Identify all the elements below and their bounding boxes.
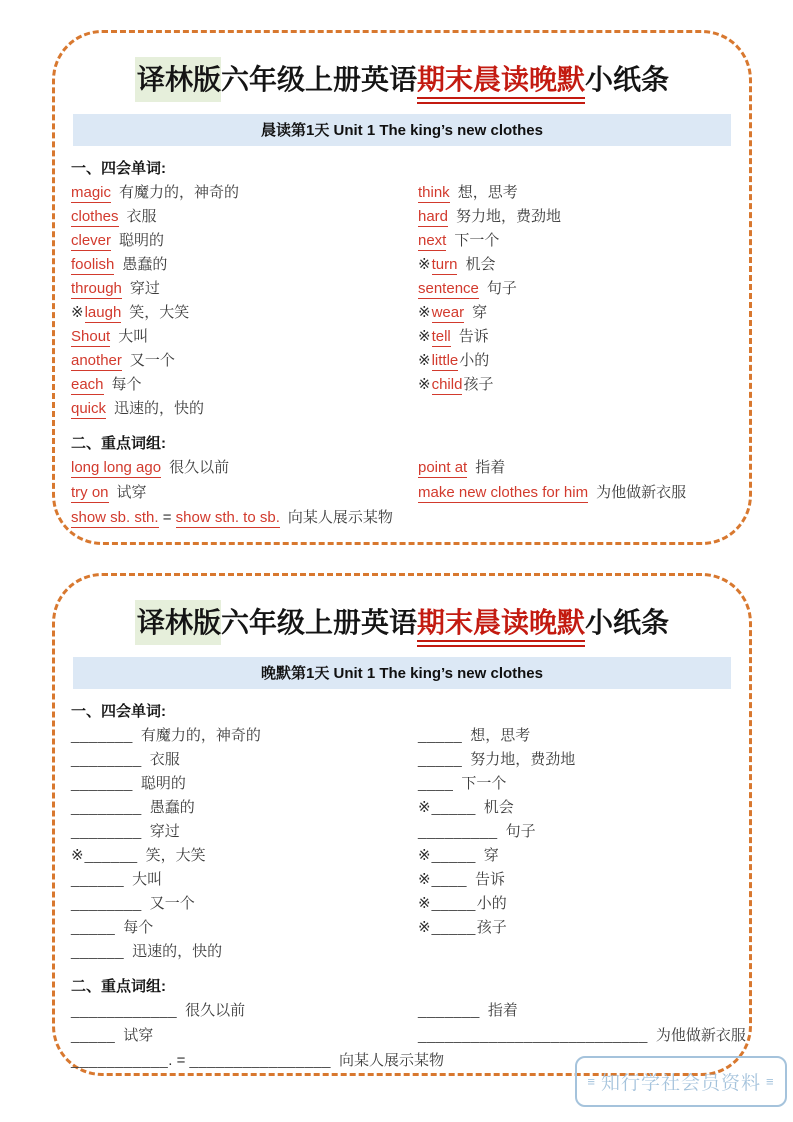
answer-blank: _____ bbox=[431, 918, 476, 936]
english-word: sentence bbox=[418, 279, 479, 297]
vocab-row bbox=[71, 181, 418, 205]
chinese-meaning: 孩子 bbox=[463, 375, 494, 393]
vocab-row bbox=[71, 229, 418, 253]
chinese-meaning: 指着 bbox=[475, 458, 506, 476]
chinese-meaning: 句子 bbox=[505, 822, 536, 840]
chinese-meaning: 向某人展示某物 bbox=[287, 508, 393, 526]
equals-text: . = bbox=[168, 1051, 190, 1069]
star-icon: ※ bbox=[418, 846, 431, 864]
chinese-meaning: 告诉 bbox=[458, 327, 489, 345]
vocab-row bbox=[418, 844, 733, 868]
answer-blank: ______ bbox=[84, 846, 138, 864]
chinese-meaning: 大叫 bbox=[132, 870, 163, 888]
card-title bbox=[71, 61, 733, 99]
chinese-meaning: 每个 bbox=[111, 375, 142, 393]
chinese-meaning: 为他做新衣服 bbox=[655, 1026, 746, 1044]
chinese-meaning: 穿过 bbox=[149, 822, 180, 840]
vocab-row bbox=[71, 301, 418, 325]
chinese-meaning: 向某人展示某物 bbox=[339, 1051, 445, 1069]
chinese-meaning: 衣服 bbox=[149, 750, 180, 768]
answer-blank: ______ bbox=[71, 870, 125, 888]
title-black-text: 六年级上册英语 bbox=[220, 64, 417, 95]
vocab-row bbox=[418, 325, 733, 349]
chinese-meaning: 有魔力的，神奇的 bbox=[119, 183, 240, 201]
vocab-row bbox=[71, 277, 418, 301]
answer-blank: ___________ bbox=[71, 1051, 169, 1069]
card-title bbox=[71, 604, 733, 642]
vocab-row bbox=[71, 397, 418, 421]
star-icon: ※ bbox=[418, 798, 431, 816]
vocab-row bbox=[71, 349, 418, 373]
day-unit-banner: 晨读第1天 Unit 1 The king’s new clothes bbox=[73, 114, 731, 146]
answer-blank: _____ bbox=[431, 894, 476, 912]
answer-blank: ________ bbox=[71, 750, 142, 768]
star-icon: ※ bbox=[71, 846, 84, 864]
chinese-meaning: 穿过 bbox=[129, 279, 160, 297]
english-word: show sth. to sb. bbox=[175, 508, 280, 526]
vocab-row bbox=[71, 844, 418, 868]
chinese-meaning: 笑，大笑 bbox=[145, 846, 206, 864]
answer-blank: ____ bbox=[431, 870, 467, 888]
day-unit-banner: 晚默第1天 Unit 1 The king’s new clothes bbox=[73, 657, 731, 689]
chinese-meaning: 很久以前 bbox=[185, 1001, 246, 1019]
phrase-cell-right bbox=[418, 456, 505, 481]
vocab-row bbox=[71, 916, 418, 940]
star-icon: ※ bbox=[418, 303, 431, 321]
english-word: laugh bbox=[84, 303, 122, 321]
vocab-row bbox=[418, 253, 733, 277]
vocab-row bbox=[71, 820, 418, 844]
star-icon: ※ bbox=[418, 351, 431, 369]
english-word: clever bbox=[71, 231, 112, 249]
section-heading-words: 一、四会单词: bbox=[71, 702, 166, 720]
chinese-meaning: 为他做新衣服 bbox=[596, 483, 687, 501]
chinese-meaning: 又一个 bbox=[149, 894, 195, 912]
chinese-meaning: 努力地，费劲地 bbox=[470, 750, 576, 768]
vocab-row bbox=[71, 796, 418, 820]
chinese-meaning: 迅速的，快的 bbox=[132, 942, 223, 960]
phrase-row bbox=[71, 1024, 746, 1049]
chinese-meaning: 又一个 bbox=[129, 351, 175, 369]
vocab-row bbox=[418, 748, 733, 772]
chinese-meaning: 聪明的 bbox=[119, 231, 165, 249]
vocab-row bbox=[71, 325, 418, 349]
answer-blank: __________________________ bbox=[418, 1026, 648, 1044]
chinese-meaning: 很久以前 bbox=[169, 458, 230, 476]
answer-blank: _____ bbox=[418, 726, 463, 744]
english-word: wear bbox=[431, 303, 465, 321]
chinese-meaning: 愚蠢的 bbox=[122, 255, 168, 273]
star-icon: ※ bbox=[418, 327, 431, 345]
vocab-row bbox=[71, 868, 418, 892]
chinese-meaning: 穿 bbox=[483, 846, 499, 864]
chinese-meaning: 大叫 bbox=[118, 327, 149, 345]
phrase-row bbox=[71, 481, 733, 506]
title-black-text-2: 小纸条 bbox=[585, 64, 670, 95]
chinese-meaning: 指着 bbox=[487, 1001, 518, 1019]
vocab-row bbox=[71, 205, 418, 229]
answer-blank: ______ bbox=[71, 942, 125, 960]
vocab-column-right bbox=[418, 181, 733, 421]
english-word: think bbox=[418, 183, 450, 201]
vocab-column-left bbox=[71, 181, 418, 421]
phrase-cell-right bbox=[418, 999, 518, 1024]
answer-blank: ________________ bbox=[189, 1051, 332, 1069]
chinese-meaning: 下一个 bbox=[461, 774, 507, 792]
chinese-meaning: 下一个 bbox=[454, 231, 500, 249]
chinese-meaning: 努力地，费劲地 bbox=[456, 207, 562, 225]
english-word: try on bbox=[71, 483, 109, 501]
section-heading-phrases: 二、重点词组: bbox=[71, 434, 166, 452]
english-word: hard bbox=[418, 207, 449, 225]
title-highlight-text: 译林版 bbox=[135, 600, 221, 645]
chinese-meaning: 告诉 bbox=[474, 870, 505, 888]
english-word: clothes bbox=[71, 207, 119, 225]
phrase-cell-right bbox=[418, 1024, 746, 1049]
section-heading-phrases: 二、重点词组: bbox=[71, 977, 166, 995]
english-word: foolish bbox=[71, 255, 115, 273]
chinese-meaning: 笑，大笑 bbox=[129, 303, 190, 321]
star-icon: ※ bbox=[418, 918, 431, 936]
english-word: make new clothes for him bbox=[418, 483, 589, 501]
vocab-row bbox=[418, 229, 733, 253]
answer-blank: ________ bbox=[71, 798, 142, 816]
watermark-deco-right-icon: ≡ bbox=[766, 1074, 775, 1089]
vocab-row bbox=[418, 796, 733, 820]
chinese-meaning: 小的 bbox=[459, 351, 490, 369]
english-word: child bbox=[431, 375, 463, 393]
answer-blank: ________ bbox=[71, 894, 142, 912]
watermark-text: 知行学社会员资料 bbox=[600, 1073, 761, 1094]
chinese-meaning: 愚蠢的 bbox=[149, 798, 195, 816]
english-word: each bbox=[71, 375, 104, 393]
title-red-text: 期末晨读晚默 bbox=[417, 64, 585, 104]
vocab-column-left bbox=[71, 724, 418, 964]
vocab-row bbox=[418, 373, 733, 397]
phrase-row bbox=[71, 456, 733, 481]
watermark-deco-left-icon: ≡ bbox=[587, 1074, 596, 1089]
star-icon: ※ bbox=[418, 894, 431, 912]
chinese-meaning: 孩子 bbox=[476, 918, 507, 936]
answer-blank: _______ bbox=[71, 726, 133, 744]
vocab-row bbox=[71, 748, 418, 772]
star-icon: ※ bbox=[418, 870, 431, 888]
chinese-meaning: 想，思考 bbox=[470, 726, 531, 744]
vocab-row bbox=[418, 892, 733, 916]
english-word: little bbox=[431, 351, 459, 369]
section-heading-words: 一、四会单词: bbox=[71, 159, 166, 177]
vocab-row bbox=[418, 724, 733, 748]
answer-blank: _______ bbox=[71, 774, 133, 792]
answer-blank: ____ bbox=[418, 774, 454, 792]
english-word: turn bbox=[431, 255, 458, 273]
chinese-meaning: 衣服 bbox=[126, 207, 157, 225]
chinese-meaning: 穿 bbox=[472, 303, 488, 321]
vocab-row bbox=[71, 373, 418, 397]
vocab-row bbox=[418, 820, 733, 844]
answer-blank: ________ bbox=[71, 822, 142, 840]
chinese-meaning: 想，思考 bbox=[457, 183, 518, 201]
chinese-meaning: 小的 bbox=[476, 894, 507, 912]
star-icon: ※ bbox=[418, 375, 431, 393]
phrase-cell-left bbox=[71, 1024, 418, 1049]
answer-blank: _______ bbox=[418, 1001, 480, 1019]
title-black-text-2: 小纸条 bbox=[585, 607, 670, 638]
vocab-columns bbox=[71, 724, 733, 964]
phrase-cell-right bbox=[418, 481, 686, 506]
title-red-text: 期末晨读晚默 bbox=[417, 607, 585, 647]
study-card-morning bbox=[52, 30, 752, 545]
english-word: next bbox=[418, 231, 447, 249]
english-word: point at bbox=[418, 458, 468, 476]
vocab-columns bbox=[71, 181, 733, 421]
vocab-row bbox=[418, 772, 733, 796]
english-word: quick bbox=[71, 399, 107, 417]
study-card-evening bbox=[52, 573, 752, 1076]
english-word: tell bbox=[431, 327, 451, 345]
vocab-column-right bbox=[418, 724, 733, 964]
vocab-row bbox=[418, 205, 733, 229]
membership-watermark bbox=[575, 1056, 787, 1107]
vocab-row bbox=[418, 349, 733, 373]
answer-blank: _____ bbox=[431, 798, 476, 816]
chinese-meaning: 机会 bbox=[483, 798, 514, 816]
vocab-row bbox=[71, 772, 418, 796]
vocab-row bbox=[71, 253, 418, 277]
english-word: long long ago bbox=[71, 458, 162, 476]
chinese-meaning: 每个 bbox=[123, 918, 154, 936]
vocab-row bbox=[418, 868, 733, 892]
chinese-meaning: 迅速的，快的 bbox=[114, 399, 205, 417]
english-word: another bbox=[71, 351, 122, 369]
title-black-text: 六年级上册英语 bbox=[220, 607, 417, 638]
chinese-meaning: 试穿 bbox=[116, 483, 147, 501]
english-word: magic bbox=[71, 183, 112, 201]
answer-blank: _____ bbox=[71, 918, 116, 936]
answer-blank: _____ bbox=[418, 750, 463, 768]
title-highlight-text: 译林版 bbox=[135, 57, 221, 102]
vocab-row bbox=[418, 916, 733, 940]
chinese-meaning: 试穿 bbox=[123, 1026, 154, 1044]
phrase-cell-left bbox=[71, 999, 418, 1024]
chinese-meaning: 机会 bbox=[465, 255, 496, 273]
vocab-row bbox=[418, 277, 733, 301]
english-word: show sb. sth. bbox=[71, 508, 159, 526]
phrase-cell-left bbox=[71, 456, 418, 481]
english-word: Shout bbox=[71, 327, 111, 345]
phrase-list bbox=[71, 456, 733, 531]
english-word: through bbox=[71, 279, 122, 297]
vocab-row bbox=[71, 940, 418, 964]
star-icon: ※ bbox=[71, 303, 84, 321]
vocab-row bbox=[71, 892, 418, 916]
star-icon: ※ bbox=[418, 255, 431, 273]
chinese-meaning: 句子 bbox=[486, 279, 517, 297]
phrase-cell-left bbox=[71, 481, 418, 506]
chinese-meaning: 有魔力的，神奇的 bbox=[140, 726, 261, 744]
answer-blank: _____ bbox=[431, 846, 476, 864]
equals-text: = bbox=[158, 508, 176, 526]
vocab-row bbox=[71, 724, 418, 748]
answer-blank: _________ bbox=[418, 822, 498, 840]
phrase-row bbox=[71, 999, 733, 1024]
phrase-row bbox=[71, 506, 733, 531]
answer-blank: _____ bbox=[71, 1026, 116, 1044]
vocab-row bbox=[418, 181, 733, 205]
chinese-meaning: 聪明的 bbox=[140, 774, 186, 792]
answer-blank: ____________ bbox=[71, 1001, 178, 1019]
vocab-row bbox=[418, 301, 733, 325]
